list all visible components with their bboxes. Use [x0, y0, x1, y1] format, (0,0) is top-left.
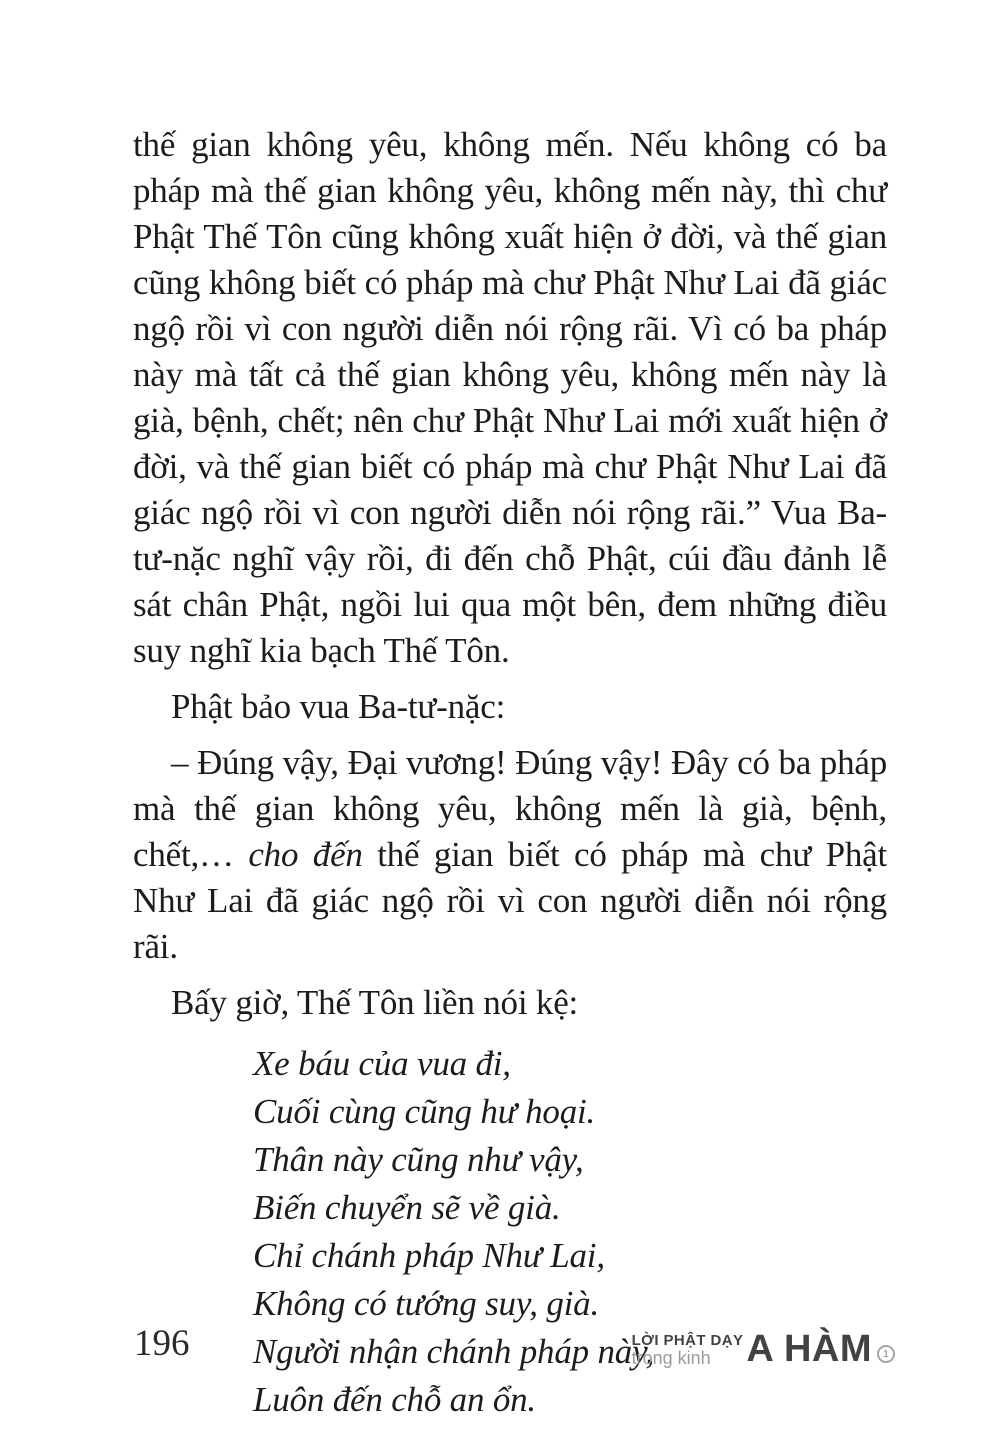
paragraph-verse-intro: Bấy giờ, Thế Tôn liền nói kệ:	[171, 983, 579, 1022]
verse-line: Luôn đến chỗ an ổn.	[253, 1380, 536, 1419]
book-series-logo	[632, 1330, 895, 1368]
logo-title: A HÀM	[746, 1328, 872, 1370]
verse-line: Xe báu của vua đi,	[253, 1044, 511, 1083]
logo-series-label: LỜI PHẬT DẠY	[631, 1332, 744, 1349]
verse-line: Không có tướng suy, già.	[253, 1284, 600, 1323]
verse-line: Người nhận chánh pháp này,	[253, 1332, 655, 1371]
verse-line: Chỉ chánh pháp Như Lai,	[253, 1236, 605, 1275]
logo-subtitle-label: trong kinh	[631, 1348, 711, 1368]
verse-line: Biến chuyển sẽ về già.	[253, 1188, 561, 1227]
paragraph-dialogue	[133, 740, 887, 970]
dialogue-italic-phrase: cho đến	[248, 835, 363, 874]
verse-line: Cuối cùng cũng hư hoại.	[253, 1092, 596, 1131]
verse-line: Thân này cũng như vậy,	[253, 1140, 584, 1179]
dialogue-text-segment: thế gian biết có pháp mà chư Phật Như Lai đã giác ngộ rồi vì con người diễn nói rộng rãi.	[133, 835, 888, 966]
paragraph-continuation: thế gian không yêu, không mến. Nếu không có ba pháp mà thế gian không yêu, không mến này, thì chư Phật Thế Tôn cũng không xuất hiện ở đời, và thế gian cũng không biết có pháp mà chư Phật Như Lai đã giác ngộ rồi vì con người diễn nói rộng rãi. Vì có ba pháp này mà tất cả thế gian không yêu, không mến này là già, bệnh, chết; nên chư Phật Như Lai mới xuất hiện ở đời, và thế gian biết có pháp mà chư Phật Như Lai đã giác ngộ rồi vì con người diễn nói rộng rãi.” Vua Ba-tư-nặc nghĩ vậy rồi, đi đến chỗ Phật, cúi đầu đảnh lễ sát chân Phật, ngồi lui qua một bên, đem những điều suy nghĩ kia bạch Thế Tôn.	[133, 125, 887, 670]
page-body-text	[133, 122, 887, 1424]
logo-text-stack	[632, 1330, 744, 1368]
volume-badge-icon: 1	[877, 1345, 895, 1363]
page-number: 196	[134, 1323, 190, 1364]
paragraph-speaker-intro: Phật bảo vua Ba-tư-nặc:	[171, 687, 506, 726]
dialogue-text-segment: – Đúng vậy, Đại vương! Đúng vậy! Đây có ba pháp mà thế gian không yêu, không mến là già, bệnh, chết,…	[133, 743, 887, 874]
